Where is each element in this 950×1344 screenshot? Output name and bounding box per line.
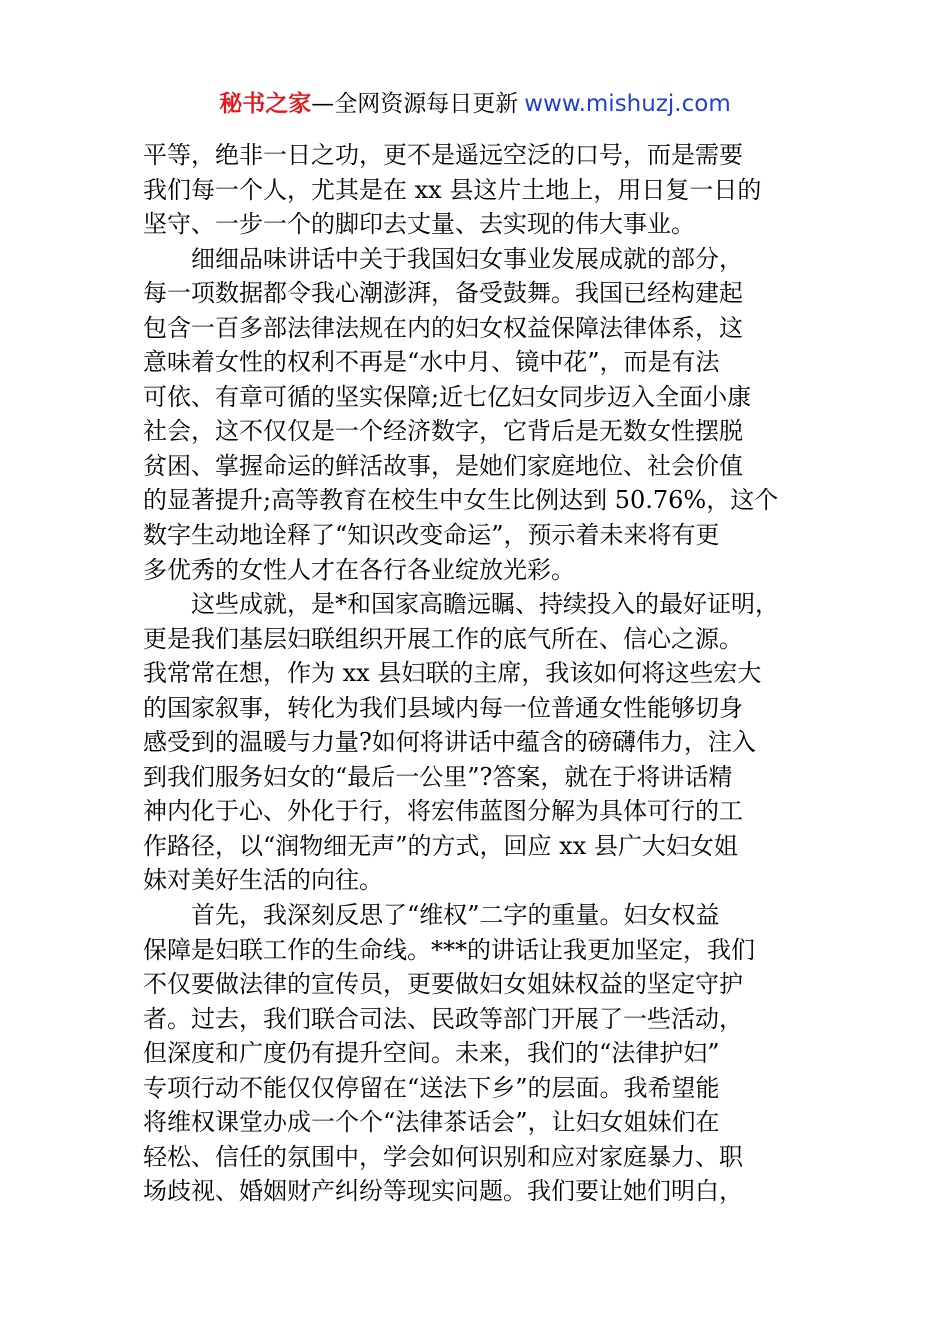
text-line: 每一项数据都令我心潮澎湃，备受鼓舞。我国已经构建起 [143,279,743,308]
paragraph [143,138,813,242]
text-line: 我常常在想，作为 xx 县妇联的主席，我该如何将这些宏大 [143,659,762,688]
text-line: 首先，我深刻反思了“维权”二字的重量。妇女权益 [191,901,720,930]
paragraph [143,242,813,587]
text-line: 意味着女性的权利不再是“水中月、镜中花”，而是有法 [143,348,720,377]
text-line: 细细品味讲话中关于我国妇女事业发展成就的部分， [191,244,743,273]
text-line: 这些成就，是*和国家高瞻远瞩、持续投入的最好证明， [191,590,779,619]
text-line: 贫困、掌握命运的鲜活故事，是她们家庭地位、社会价值 [143,451,743,480]
paragraph [143,587,813,898]
text-line: 作路径，以“润物细无声”的方式，回应 xx 县广大妇女姐 [143,831,738,860]
text-line: 将维权课堂办成一个个“法律茶话会”，让妇女姐妹们在 [143,1108,720,1137]
text-line: 专项行动不能仅仅停留在“送法下乡”的层面。我希望能 [143,1073,720,1102]
text-line: 数字生动地诠释了“知识改变命运”，预示着未来将有更 [143,521,720,550]
text-line: 的显著提升;高等教育在校生中女生比例达到 50.76%，这个 [143,486,779,515]
text-line: 平等，绝非一日之功，更不是遥远空泛的口号，而是需要 [143,141,743,169]
text-line: 我们每一个人，尤其是在 xx 县这片土地上，用日复一日的 [143,175,762,204]
text-line: 者。过去，我们联合司法、民政等部门开展了一些活动， [143,1004,743,1033]
text-line: 社会，这不仅仅是一个经济数字，它背后是无数女性摆脱 [143,417,743,446]
text-line: 到我们服务妇女的“最后一公里”?答案，就在于将讲话精 [143,762,733,791]
text-line: 坚守、一步一个的脚印去丈量、去实现的伟大事业。 [143,210,695,239]
text-line: 包含一百多部法律法规在内的妇女权益保障法律体系，这 [143,313,743,342]
text-line: 保障是妇联工作的生命线。***的讲话让我更加坚定，我们 [143,935,755,964]
text-line: 的国家叙事，转化为我们县域内每一位普通女性能够切身 [143,693,743,722]
text-line: 可依、有章可循的坚实保障;近七亿妇女同步迈入全面小康 [143,382,752,411]
text-line: 更是我们基层妇联组织开展工作的底气所在、信心之源。 [143,624,743,653]
document-body [143,138,813,1209]
text-line: 不仅要做法律的宣传员，更要做妇女姐妹权益的坚定守护 [143,970,743,999]
text-line: 妹对美好生活的向往。 [143,866,383,895]
website-link[interactable]: www.mishuzj.com [524,91,731,117]
text-line: 场歧视、婚姻财产纠纷等现实问题。我们要让她们明白， [143,1177,743,1206]
text-line: 神内化于心、外化于行，将宏伟蓝图分解为具体可行的工 [143,797,743,826]
page-header [0,86,950,122]
text-line: 但深度和广度仍有提升空间。未来，我们的“法律护妇” [143,1039,720,1068]
text-line: 感受到的温暖与力量?如何将讲话中蕴含的磅礴伟力，注入 [143,728,756,757]
text-line: 多优秀的女性人才在各行各业绽放光彩。 [143,555,575,584]
header-tagline: —全网资源每日更新 [311,91,519,117]
text-line: 轻松、信任的氛围中，学会如何识别和应对家庭暴力、职 [143,1142,743,1171]
paragraph [143,898,813,1209]
brand-name: 秘书之家 [219,91,312,117]
